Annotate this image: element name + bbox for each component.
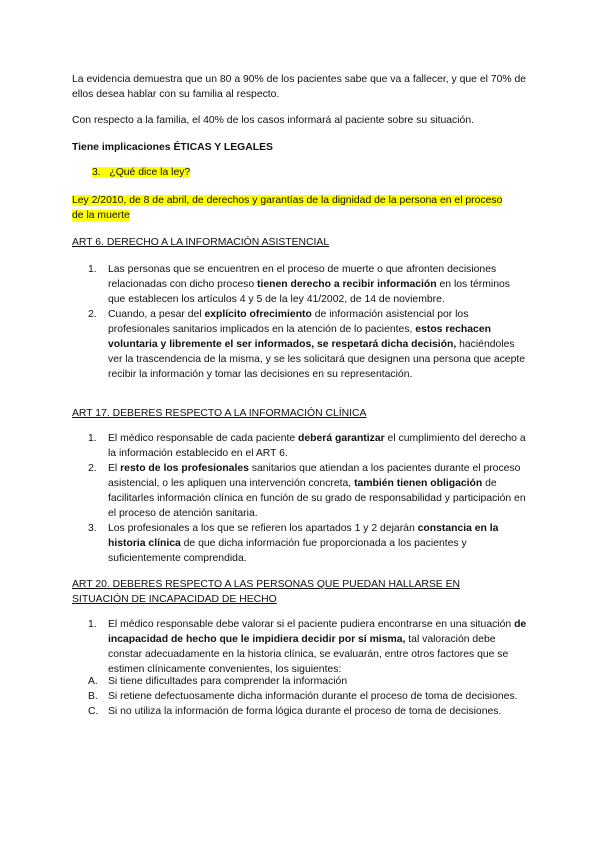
list-item xyxy=(88,689,528,704)
list-item xyxy=(88,704,528,719)
list-item-number: 1. xyxy=(88,619,97,630)
art6-title: ART 6. DERECHO A LA INFORMACIÓN ASISTENCIAL xyxy=(72,237,330,248)
list-item-text: Los profesionales a los que se refieren los apartados 1 y 2 dejarán constancia en la historia clínica de que dicha información fue proporcionada a los pacientes y suficientemente comprendida. xyxy=(108,523,499,564)
list-item-text: Si no utiliza la información de forma lógica durante el proceso de toma de decisiones. xyxy=(108,706,502,717)
list-item-text: El resto de los profesionales sanitarios que atiendan a los pacientes durante el proceso asistencial, o les apliquen una intervención concreta, también tienen obligación de facilitarles información clínica en función de su grado de responsabilidad y participación en el proceso de atención sanitaria. xyxy=(108,463,526,519)
list-item-number: 1. xyxy=(88,264,97,275)
list-item-number: 2. xyxy=(88,309,97,320)
list-item-text: Cuando, a pesar del explícito ofrecimiento de información asistencial por los profesionales sanitarios implicados en la atención de lo pacientes, estos rechacen voluntaria y libremente el ser informados, se respetará dicha decisión, haciéndoles ver la trascendencia de la misma, y se les solicitará que designen una persona que acepte recibir la información y tomar las decisiones en su representación. xyxy=(108,309,526,380)
list-item xyxy=(88,617,528,677)
list-item-text: El médico responsable debe valorar si el paciente pudiera encontrarse en una situación de incapacidad de hecho que le impidiera decidir por sí misma, tal valoración debe constar adecuadamente en la historia clínica, se evaluarán, entre otros factores que se estimen clínicamente convenientes, los siguientes: xyxy=(108,619,527,675)
list-item-text: Si tiene dificultades para comprender la información xyxy=(108,676,348,687)
law-title: Ley 2/2010, de 8 de abril, de derechos y garantías de la dignidad de la persona en el proceso de la muerte xyxy=(72,195,503,221)
art20-title: ART 20. DEBERES RESPECTO A LAS PERSONAS QUE PUEDAN HALLARSE EN SITUACIÓN DE INCAPACIDAD DE HECHO xyxy=(72,579,461,605)
list-item-number: 3. xyxy=(88,523,97,534)
list-item xyxy=(88,461,528,521)
art20-list xyxy=(88,617,528,677)
intro-paragraph-1: La evidencia demuestra que un 80 a 90% de los pacientes sabe que va a fallecer, y que el 70% de ellos desea hablar con su familia al respecto. xyxy=(72,74,527,100)
list-item-number: B. xyxy=(88,691,98,702)
list-item-number: 1. xyxy=(88,433,97,444)
list-item xyxy=(88,262,528,307)
list-item xyxy=(88,521,528,566)
list-item xyxy=(88,431,528,461)
list-item xyxy=(88,674,528,689)
art20-sublist xyxy=(88,674,528,719)
list-item-text: El médico responsable de cada paciente deberá garantizar el cumplimiento del derecho a la información establecido en el ART 6. xyxy=(108,433,526,459)
list-item-number: A. xyxy=(88,676,98,687)
list-item-number: 2. xyxy=(88,463,97,474)
list-item-text: Las personas que se encuentren en el proceso de muerte o que afronten decisiones relacionadas con dicho proceso tienen derecho a recibir información en los términos que establecen los artículos 4 y 5 de la ley 41/2002, de 14 de noviembre. xyxy=(108,264,510,305)
question-item xyxy=(92,165,190,180)
list-item-text: Si retiene defectuosamente dicha información durante el proceso de toma de decisiones. xyxy=(108,691,518,702)
intro-paragraph-2: Con respecto a la familia, el 40% de los casos informará al paciente sobre su situación. xyxy=(72,115,474,126)
list-item xyxy=(88,307,528,382)
art17-title: ART 17. DEBERES RESPECTO A LA INFORMACIÓN CLÍNICA xyxy=(72,408,367,419)
art17-list xyxy=(88,431,528,566)
list-item-number: C. xyxy=(88,706,99,717)
art6-list xyxy=(88,262,528,382)
question-text: 3. ¿Qué dice la ley? xyxy=(92,167,191,178)
ethics-heading: Tiene implicaciones ÉTICAS Y LEGALES xyxy=(72,142,273,153)
